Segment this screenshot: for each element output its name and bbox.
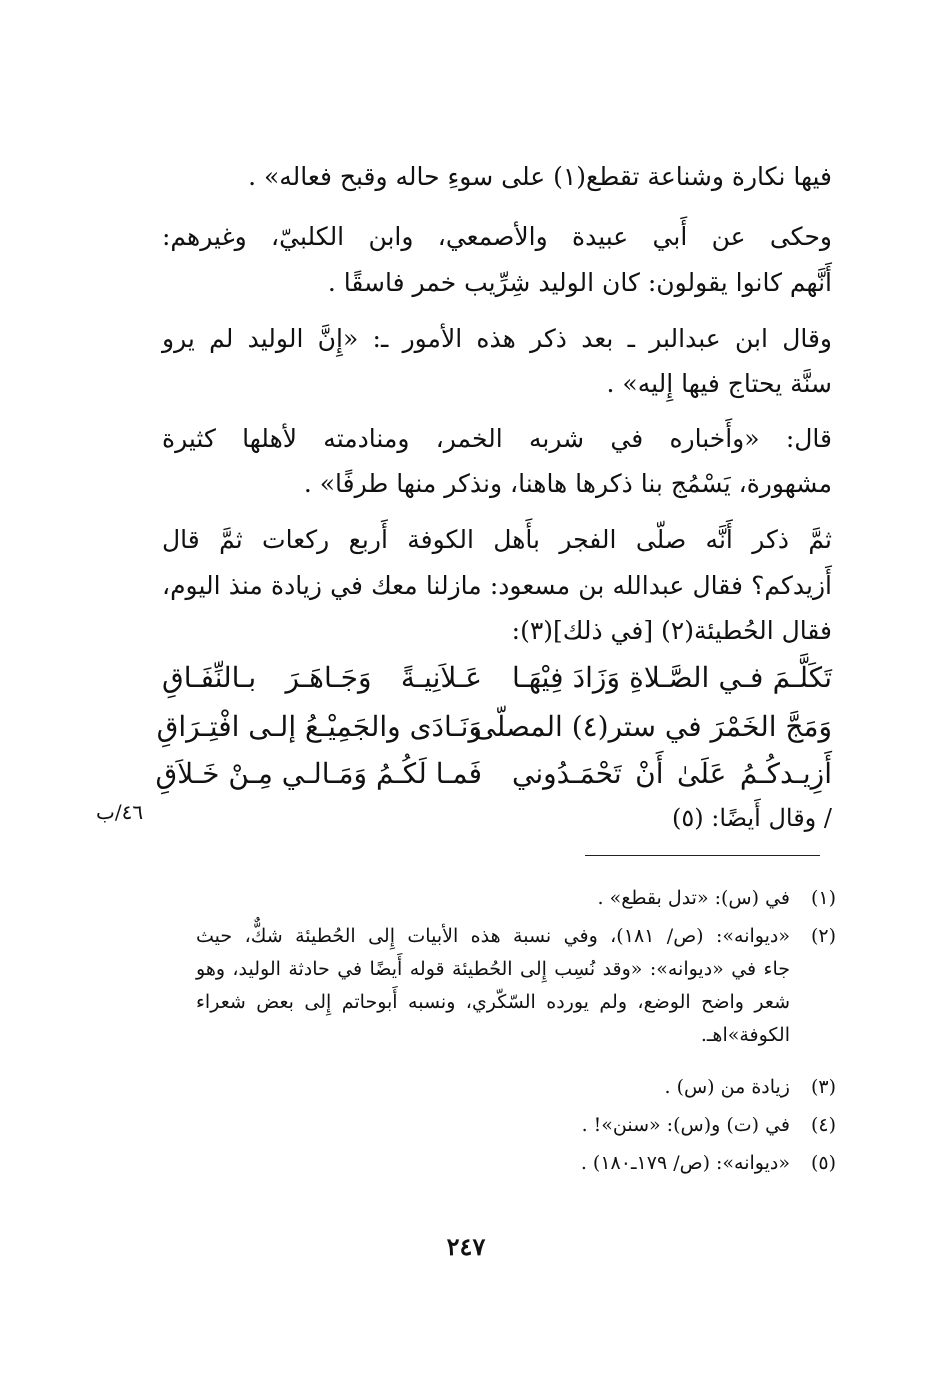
body-line-4: وقال ابن عبدالبر ـ بعد ذكر هذه الأمور ـ: «إِنَّ الوليد لم يرو (162, 324, 832, 353)
footnote-text-line: جاء في «ديوانه»: «وقد نُسِب إِلى الحُطيئة قوله أَيضًا في حادثة الوليد، وهو (196, 958, 790, 980)
body-line-9: أَزيدكم؟ فقال عبدالله بن مسعود: مازلنا معك في زيادة منذ اليوم، (162, 571, 832, 600)
footnote-4 (196, 1109, 836, 1142)
body-line-10: فقال الحُطيئة(٢) [في ذلك](٣): (511, 616, 832, 645)
footnote-text: زيادة من (س) . (664, 1076, 790, 1098)
footnote-text: في (ت) و(س): «سنن»! . (581, 1114, 790, 1136)
verse-3-first-hemistich: أَزِيـدكُـمُ عَلَىٰ أَنْ تَحْمَـدُوني (512, 757, 832, 790)
footnote-text: في (س): «تدل بقطع» . (597, 887, 790, 909)
poem-verse-3 (155, 752, 832, 796)
verse-1-second-hemistich: عَـلاَنِيـةً وَجَـاهَـرَ بـالنِّفَـاقِ (162, 661, 482, 694)
body-line-2: وحكى عن أَبي عبيدة والأصمعي، وابن الكلبيّ، وغيرهم: (162, 222, 832, 251)
footnote-3 (196, 1071, 836, 1104)
footnote-1 (196, 882, 836, 915)
closing-line: / وقال أَيضًا: (٥) (672, 804, 832, 832)
body-line-6: قال: «وأَخباره في شربه الخمر، ومنادمته لأهلها كثيرة (162, 424, 832, 453)
footnote-text: «ديوانه»: (ص/ ١٧٩ـ١٨٠) . (580, 1152, 790, 1174)
verse-1-first-hemistich: تَكَلَّـمَ فـي الصَّـلاةِ وَزَادَ فِيْهَـا (512, 661, 832, 694)
poem-verse-2 (156, 705, 832, 749)
body-line-5: سنَّة يحتاج فيها إِليه» . (606, 369, 832, 398)
footnote-text-line: الكوفة»اهـ. (700, 1024, 790, 1046)
body-line-7: مشهورة، يَسْمُج بنا ذكرها هاهنا، ونذكر منها طرفًا» . (303, 469, 832, 498)
footnote-divider (585, 855, 820, 856)
footnote-5 (196, 1147, 836, 1180)
verse-2-second-hemistich: وَنَـادَى والجَمِيْـعُ إلـى افْتِـرَاقِ (156, 710, 482, 743)
body-line-1: فيها نكارة وشناعة تقطع(١) على سوءِ حاله وقبح فعاله» . (248, 162, 832, 191)
body-line-3: أَنَّهم كانوا يقولون: كان الوليد شِرِّيب خمر فاسقًا . (327, 268, 832, 297)
margin-folio-note: ٤٦/ب (96, 800, 144, 824)
footnote-text-line: شعر واضح الوضع، ولم يورده السّكّري، ونسبه أَبوحاتم إِلى بعض شعراء (196, 991, 790, 1013)
footnote-number: (١) (810, 887, 836, 909)
poem-verse-1 (162, 656, 832, 700)
footnote-number: (٤) (810, 1114, 836, 1136)
verse-2-first-hemistich: وَمَجَّ الخَمْرَ في ستر(٤) المصلّى (473, 710, 832, 743)
verse-3-second-hemistich: فَمـا لَكُـمُ وَمَـالـي مِـنْ خَـلاَقِ (155, 757, 482, 790)
footnote-number: (٥) (810, 1152, 836, 1174)
footnote-text-line: «ديوانه»: (ص/ ١٨١)، وفي نسبة هذه الأبيات إِلى الحُطيئة شكٌّ، حيث (196, 925, 790, 947)
footnote-2 (196, 920, 836, 1060)
body-line-8: ثمَّ ذكر أَنَّه صلّى الفجر بأَهل الكوفة أَربع ركعات ثمَّ قال (162, 525, 832, 554)
footnote-number: (٢) (810, 925, 836, 947)
page-number: ٢٤٧ (446, 1232, 486, 1261)
footnote-number: (٣) (810, 1076, 836, 1098)
